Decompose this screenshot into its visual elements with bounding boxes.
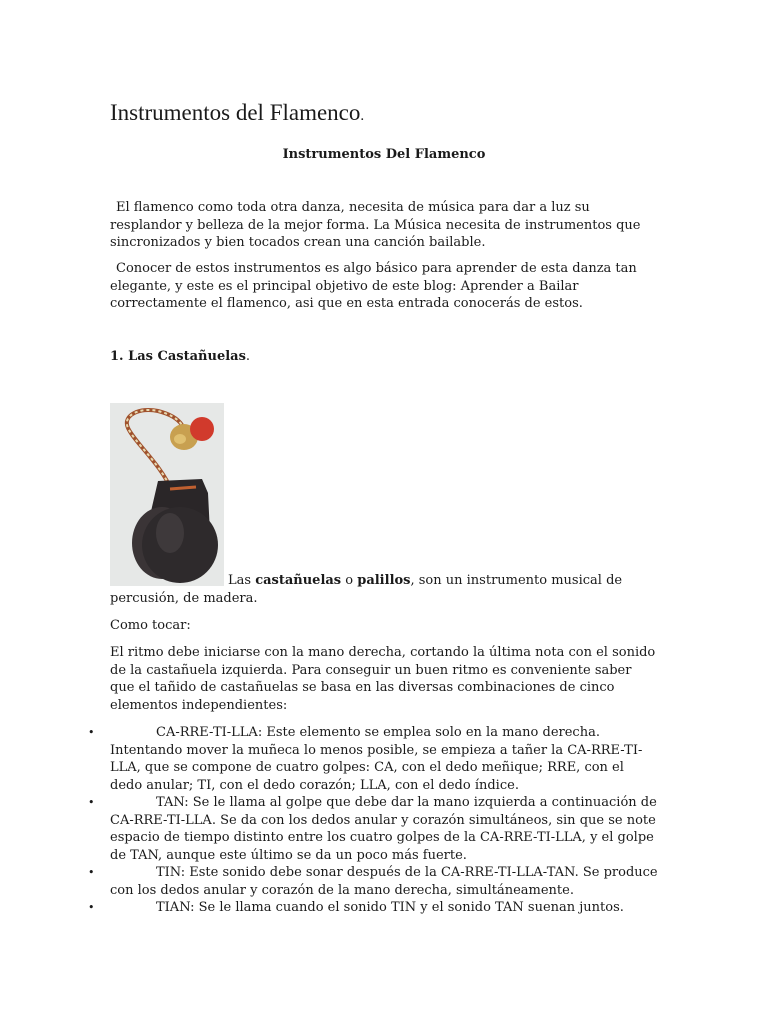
section-heading-castanuelas <box>110 349 250 364</box>
list-item-text: TIAN: Se le llama cuando el sonido TIN y el sonido TAN suenan juntos. <box>156 900 624 915</box>
castanets-caption <box>110 572 658 607</box>
list-item <box>88 794 658 864</box>
article-subtitle: Instrumentos Del Flamenco <box>282 147 486 162</box>
page-title-dot: . <box>360 108 365 124</box>
list-item-text: CA-RRE-TI-LLA: Este elemento se emplea solo en la mano derecha. Intentando mover la muñeca lo menos posible, se empieza a tañer la CA-RRE-TI-LLA, que se compone de cuatro golpes: CA, con el dedo meñique; RRE, con el dedo anular; TI, con el dedo corazón; LLA, con el dedo índice. <box>110 725 643 793</box>
page-title <box>110 100 364 126</box>
como-tocar-label: Como tocar: <box>110 618 191 633</box>
section-number: 1. <box>110 349 124 364</box>
caption-bold-castanuelas: castañuelas <box>255 573 342 588</box>
bullet-dot: • <box>88 901 95 914</box>
caption-bold-palillos: palillos <box>357 573 411 588</box>
caption-post: , son un instrumento musical de percusión, de madera. <box>110 573 623 606</box>
bullet-dot: • <box>88 726 95 739</box>
caption-pre: Las <box>228 573 256 588</box>
list-item <box>88 724 658 794</box>
castanets-icon <box>110 403 224 586</box>
page-title-text: Instrumentos del Flamenco <box>110 100 361 125</box>
list-item <box>88 899 658 917</box>
list-item-text: TAN: Se le llama al golpe que debe dar la mano izquierda a continuación de CA-RRE-TI-LLA. Se da con los dedos anular y corazón simultáneos, sin que se note espacio de tiempo distinto entre los cuatro golpes de la CA-RRE-TI-LLA, y el golpe de TAN, aunque este último se da un poco más fuerte. <box>110 795 657 863</box>
bullet-dot: • <box>88 866 95 879</box>
section-title: Las Castañuelas <box>128 349 246 364</box>
list-item-text: TIN: Este sonido debe sonar después de la CA-RRE-TI-LLA-TAN. Se produce con los dedos anular y corazón de la mano derecha, simultáneamente. <box>110 865 658 898</box>
intro-paragraph-1: El flamenco como toda otra danza, necesita de música para dar a luz su resplandor y belleza de la mejor forma. La Música necesita de instrumentos que sincronizados y bien tocados crean una canción bailable. <box>110 200 641 250</box>
bullet-dot: • <box>88 796 95 809</box>
intro-paragraph-2: Conocer de estos instrumentos es algo básico para aprender de esta danza tan elegante, y este es el principal objetivo de este blog: Aprender a Bailar correctamente el flamenco, asi que en esta entrada conocerás de estos. <box>110 261 637 311</box>
list-item <box>88 864 658 899</box>
caption-mid: o <box>341 573 358 588</box>
ritmo-paragraph: El ritmo debe iniciarse con la mano derecha, cortando la última nota con el sonido de la castañuela izquierda. Para conseguir un buen ritmo es conveniente saber que el tañido de castañuelas se basa en las diversas combinaciones de cinco elementos independientes: <box>110 645 656 713</box>
elements-list <box>88 724 658 917</box>
castanets-photo <box>110 403 224 586</box>
section-suffix: . <box>245 349 251 364</box>
